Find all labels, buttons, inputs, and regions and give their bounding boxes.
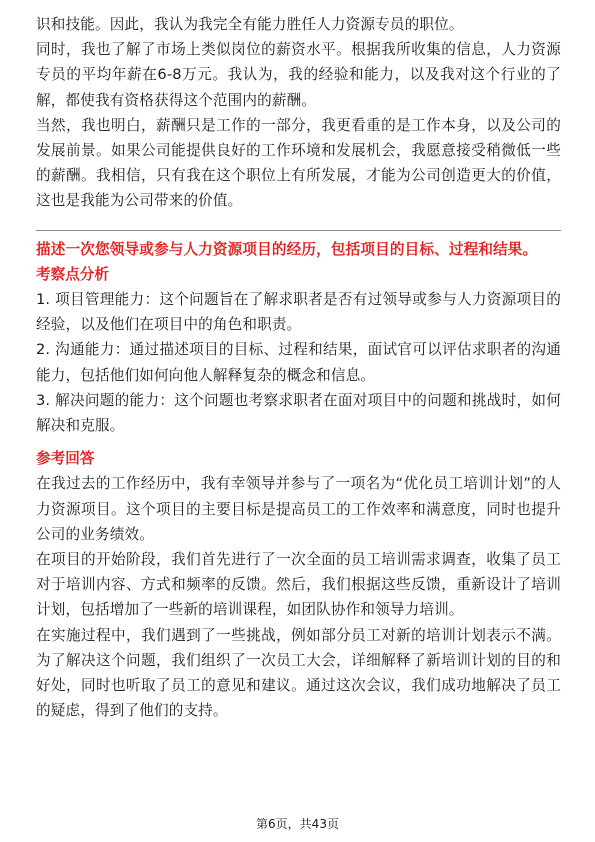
analysis-item-3: 3. 解决问题的能力：这个问题也考察求职者在面对项目中的问题和挑战时，如何解决和克服。 [36, 391, 561, 435]
question-heading: 描述一次您领导或参与人力资源项目的经历，包括项目的目标、过程和结果。 [36, 240, 538, 258]
intro-paragraph-1: 识和技能。因此，我认为我完全有能力胜任人力资源专员的职位。 [36, 16, 464, 33]
analysis-title: 考察点分析 [36, 265, 109, 283]
answer-title: 参考回答 [36, 450, 95, 468]
document-page [36, 12, 561, 723]
intro-paragraph-2: 同时，我也了解了市场上类似岗位的薪资水平。根据我所收集的信息，人力资源专员的平均年薪在6-8万元。我认为，我的经验和能力，以及我对这个行业的了解，都使我有资格获得这个范围内的薪酬。 [36, 41, 561, 109]
section-divider [36, 230, 561, 231]
analysis-item-2: 2. 沟通能力：通过描述项目的目标、过程和结果，面试官可以评估求职者的沟通能力，包括他们如何向他人解释复杂的概念和信息。 [36, 341, 561, 384]
analysis-item-1: 1. 项目管理能力：这个问题旨在了解求职者是否有过领导或参与人力资源项目的经验，以及他们在项目中的角色和职责。 [36, 291, 561, 334]
answer-paragraph-1: 在我过去的工作经历中，我有幸领导并参与了一项名为“优化员工培训计划”的人力资源项目。这个项目的主要目标是提高员工的工作效率和满意度，同时也提升公司的业务绩效。 [36, 475, 561, 543]
answer-paragraph-2: 在项目的开始阶段，我们首先进行了一次全面的员工培训需求调查，收集了员工对于培训内容、方式和频率的反馈。然后，我们根据这些反馈，重新设计了培训计划，包括增加了一些新的培训课程，如团队协作和领导力培训。 [36, 551, 561, 619]
answer-paragraph-3: 在实施过程中，我们遇到了一些挑战，例如部分员工对新的培训计划表示不满。为了解决这个问题，我们组织了一次员工大会，详细解释了新培训计划的目的和好处，同时也听取了员工的意见和建议。通过这次会议，我们成功地解决了员工的疑虑，得到了他们的支持。 [36, 626, 561, 720]
page-footer: 第6页，共43页 [256, 817, 339, 831]
intro-paragraph-3: 当然，我也明白，薪酬只是工作的一部分，我更看重的是工作本身，以及公司的发展前景。如果公司能提供良好的工作环境和发展机会，我愿意接受稍微低一些的薪酬。我相信，只有我在这个职位上有所发展，才能为公司创造更大的价值，这也是我能为公司带来的价值。 [36, 116, 561, 210]
